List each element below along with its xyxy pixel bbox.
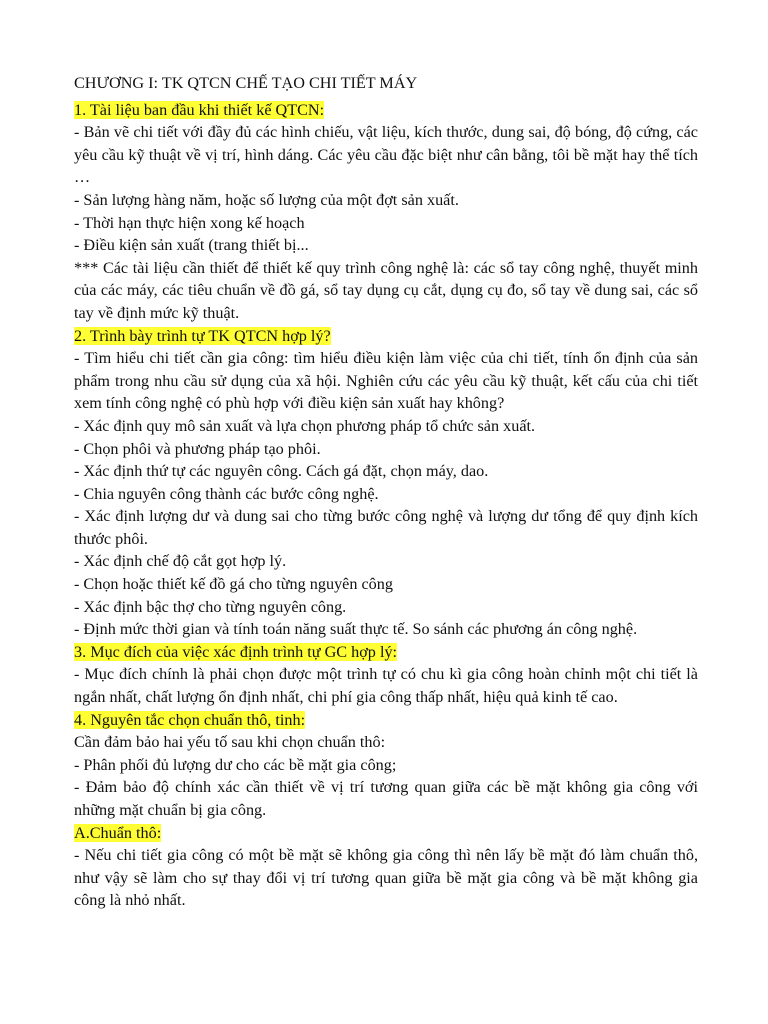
paragraph: - Điều kiện sản xuất (trang thiết bị...: [74, 236, 309, 255]
paragraph: - Chia nguyên công thành các bước công nghệ.: [74, 484, 379, 503]
section-heading: [74, 822, 698, 845]
paragraph: - Sản lượng hàng năm, hoặc số lượng của một đợt sản xuất.: [74, 190, 459, 209]
paragraph: - Chọn hoặc thiết kế đồ gá cho từng nguyên công: [74, 575, 393, 594]
section-heading: [74, 325, 698, 348]
section-3: [74, 641, 698, 709]
section-heading: [74, 709, 698, 732]
section-2: [74, 325, 698, 641]
highlighted-heading-text: 1. Tài liệu ban đầu khi thiết kế QTCN:: [74, 100, 325, 119]
paragraph: - Xác định thứ tự các nguyên công. Cách gá đặt, chọn máy, dao.: [74, 462, 489, 481]
paragraph: - Xác định chế độ cắt gọt hợp lý.: [74, 552, 287, 571]
paragraph: - Đảm bảo độ chính xác cần thiết về vị trí tương quan giữa các bề mặt không gia công với những mặt chuẩn bị gia công.: [74, 778, 698, 819]
chapter-title: CHƯƠNG I: TK QTCN CHẾ TẠO CHI TIẾT MÁY: [74, 74, 418, 92]
document-page: [74, 72, 698, 912]
paragraph: - Tìm hiểu chi tiết cần gia công: tìm hiểu điều kiện làm việc của chi tiết, tính ổn định của sản phẩm trong nhu cầu sử dụng của xã hội. Nghiên cứu các yêu cầu kỹ thuật, kết cấu của chi tiết xem tính công nghệ có phù hợp với điều kiện sản xuất hay không?: [74, 349, 698, 413]
highlighted-heading-text: 3. Mục đích của việc xác định trình tự GC hợp lý:: [74, 642, 398, 661]
section-4: [74, 709, 698, 822]
paragraph: - Định mức thời gian và tính toán năng suất thực tế. So sánh các phương án công nghệ.: [74, 620, 638, 639]
section-a: [74, 822, 698, 912]
highlighted-heading-text: 4. Nguyên tắc chọn chuẩn thô, tinh:: [74, 710, 306, 729]
paragraph: - Nếu chi tiết gia công có một bề mặt sẽ không gia công thì nên lấy bề mặt đó làm chuẩn thô, như vậy sẽ làm cho sự thay đổi vị trí tương quan giữa bề mặt gia công và bề mặt không gia công là nhỏ nhất.: [74, 846, 698, 910]
paragraph: - Bản vẽ chi tiết với đầy đủ các hình chiếu, vật liệu, kích thước, dung sai, độ bóng, độ cứng, các yêu cầu kỹ thuật về vị trí, hình dáng. Các yêu cầu đặc biệt như cân bằng, tôi bề mặt hay thể tích …: [74, 123, 698, 187]
paragraph: - Mục đích chính là phải chọn được một trình tự có chu kì gia công hoàn chỉnh một chi tiết là ngắn nhất, chất lượng ổn định nhất, chi phí gia công thấp nhất, hiệu quả kinh tế cao.: [74, 665, 698, 707]
section-heading: [74, 641, 698, 664]
section-heading: [74, 99, 698, 122]
paragraph: - Xác định lượng dư và dung sai cho từng bước công nghệ và lượng dư tổng để quy định kích thước phôi.: [74, 507, 698, 548]
paragraph: - Thời hạn thực hiện xong kế hoạch: [74, 213, 305, 232]
paragraph: - Chọn phôi và phương pháp tạo phôi.: [74, 439, 321, 458]
paragraph: *** Các tài liệu cần thiết để thiết kế quy trình công nghệ là: các sổ tay công nghệ, thuyết minh của các máy, các tiêu chuẩn về đồ gá, sổ tay dụng cụ cắt, dụng cụ đo, sổ tay về dung sai, các sổ tay về định mức kỹ thuật.: [74, 258, 698, 322]
section-1: [74, 99, 698, 325]
paragraph: - Xác định bậc thợ cho từng nguyên công.: [74, 597, 347, 616]
paragraph: - Phân phối đủ lượng dư cho các bề mặt gia công;: [74, 755, 397, 774]
highlighted-heading-text: 2. Trình bày trình tự TK QTCN hợp lý?: [74, 326, 331, 345]
paragraph: Cần đảm bảo hai yếu tố sau khi chọn chuẩn thô:: [74, 733, 386, 752]
paragraph: - Xác định quy mô sản xuất và lựa chọn phương pháp tổ chức sản xuất.: [74, 416, 536, 435]
highlighted-heading-text: A.Chuẩn thô:: [74, 823, 162, 842]
